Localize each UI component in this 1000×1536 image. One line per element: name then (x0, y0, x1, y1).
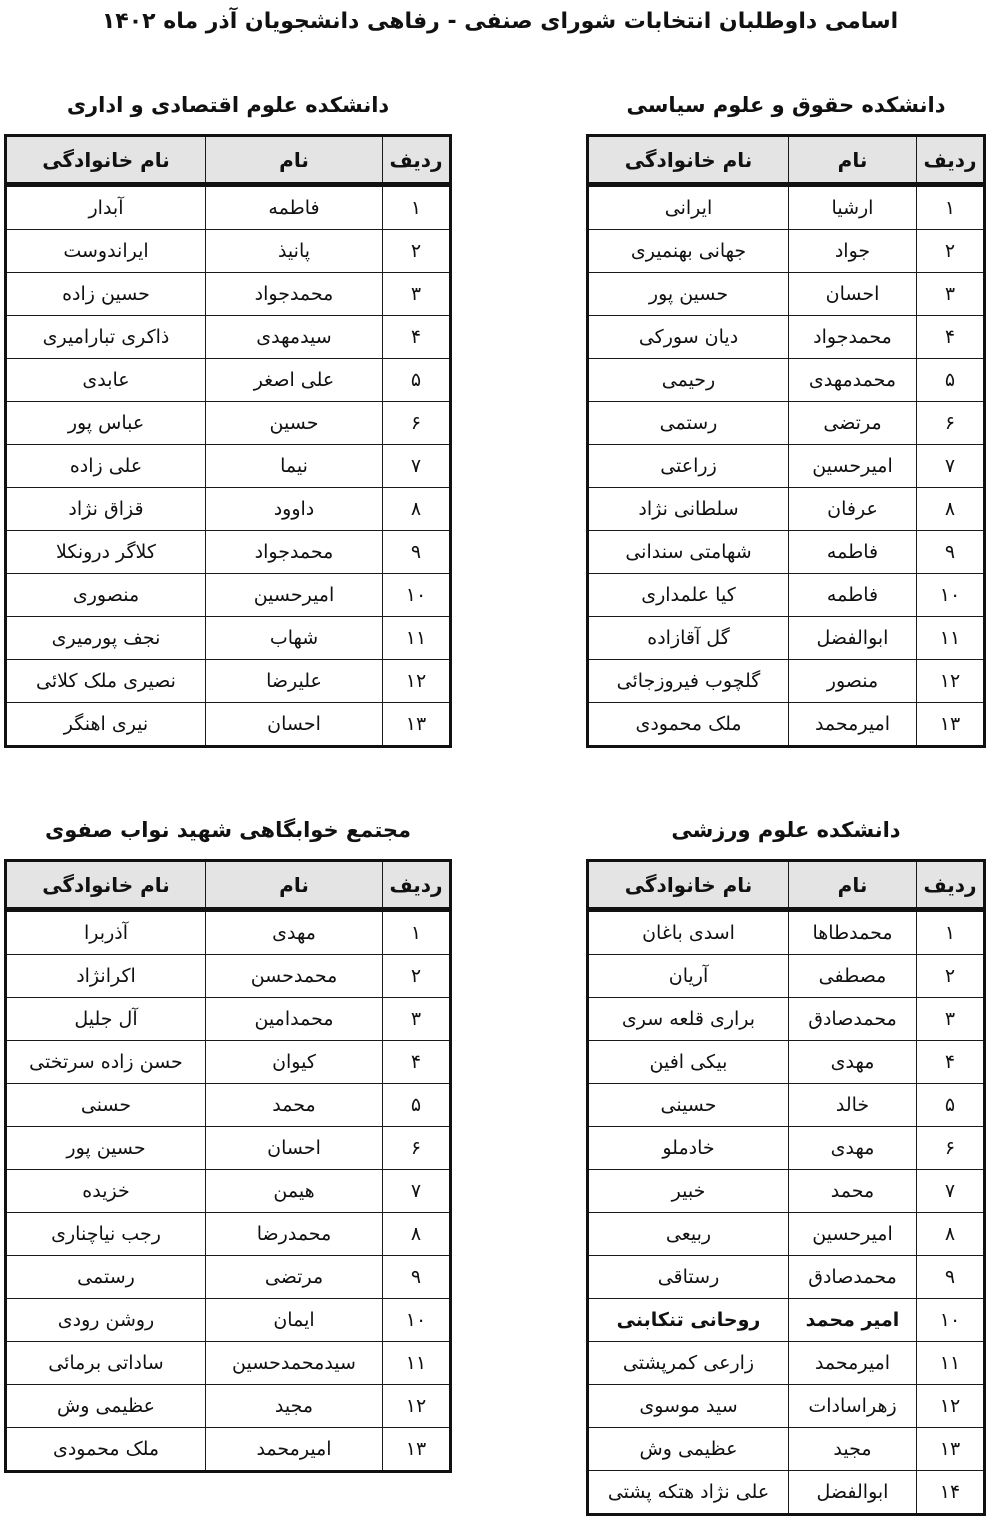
header-row-number: ردیف (917, 136, 985, 185)
cell-row-number: ۵ (383, 1084, 451, 1127)
cell-last-name: اکرانژاد (6, 955, 206, 998)
cell-row-number: ۵ (917, 359, 985, 402)
cell-first-name: پانیذ (206, 230, 383, 273)
cell-row-number: ۸ (917, 1213, 985, 1256)
cell-first-name: امیر محمد (789, 1299, 917, 1342)
cell-first-name: خالد (789, 1084, 917, 1127)
cell-first-name: کیوان (206, 1041, 383, 1084)
cell-row-number: ۱۳ (383, 1428, 451, 1472)
table-row (6, 445, 451, 488)
cell-first-name: امیرحسین (789, 1213, 917, 1256)
cell-first-name: امیرمحمد (206, 1428, 383, 1472)
cell-last-name: زارعی کمرپشتی (588, 1342, 789, 1385)
cell-first-name: حسین (206, 402, 383, 445)
table-row (6, 703, 451, 747)
cell-row-number: ۴ (917, 1041, 985, 1084)
cell-first-name: امیرحسین (789, 445, 917, 488)
cell-first-name: احسان (206, 703, 383, 747)
table-row (6, 1127, 451, 1170)
table-row (588, 574, 985, 617)
cell-first-name: علی اصغر (206, 359, 383, 402)
table-row (6, 1256, 451, 1299)
cell-last-name: حسینی (588, 1084, 789, 1127)
cell-last-name: آبدار (6, 185, 206, 230)
cell-row-number: ۴ (383, 316, 451, 359)
cell-row-number: ۲ (917, 955, 985, 998)
cell-row-number: ۱۲ (383, 1385, 451, 1428)
cell-row-number: ۱۰ (383, 574, 451, 617)
cell-row-number: ۳ (383, 998, 451, 1041)
cell-first-name: علیرضا (206, 660, 383, 703)
cell-last-name: حسین پور (588, 273, 789, 316)
header-first-name: نام (206, 861, 383, 910)
cell-first-name: فاطمه (789, 531, 917, 574)
cell-last-name: روحانی تنکابنی (588, 1299, 789, 1342)
cell-last-name: زراعتی (588, 445, 789, 488)
table-row (6, 617, 451, 660)
header-first-name: نام (206, 136, 383, 185)
cell-row-number: ۹ (917, 1256, 985, 1299)
section-title-economics: دانشکده علوم اقتصادی و اداری (66, 93, 390, 117)
cell-first-name: داوود (206, 488, 383, 531)
cell-first-name: احسان (789, 273, 917, 316)
header-last-name: نام خانوادگی (6, 136, 206, 185)
cell-last-name: سلطانی نژاد (588, 488, 789, 531)
cell-last-name: رستمی (6, 1256, 206, 1299)
header-last-name: نام خانوادگی (6, 861, 206, 910)
cell-last-name: آذربرا (6, 910, 206, 955)
table-row (6, 402, 451, 445)
cell-first-name: محمد (206, 1084, 383, 1127)
cell-first-name: مجید (206, 1385, 383, 1428)
cell-first-name: ارشیا (789, 185, 917, 230)
table-row (588, 359, 985, 402)
cell-row-number: ۱۱ (917, 1342, 985, 1385)
cell-last-name: حسنی (6, 1084, 206, 1127)
cell-last-name: بیکی افین (588, 1041, 789, 1084)
cell-last-name: حسن زاده سرتختی (6, 1041, 206, 1084)
table-row (588, 230, 985, 273)
cell-row-number: ۹ (917, 531, 985, 574)
page-title: اسامی داوطلبان انتخابات شورای صنفی - رفاهی دانشجویان آذر ماه ۱۴۰۲ (101, 9, 899, 34)
cell-row-number: ۱۲ (917, 660, 985, 703)
cell-last-name: خزیده (6, 1170, 206, 1213)
cell-last-name: ایرانی (588, 185, 789, 230)
table-row (588, 1256, 985, 1299)
cell-row-number: ۹ (383, 1256, 451, 1299)
table-row (588, 1213, 985, 1256)
cell-first-name: شهاب (206, 617, 383, 660)
cell-last-name: رجب نیاچناری (6, 1213, 206, 1256)
cell-first-name: منصور (789, 660, 917, 703)
cell-row-number: ۵ (917, 1084, 985, 1127)
cell-last-name: رستمی (588, 402, 789, 445)
cell-first-name: فاطمه (789, 574, 917, 617)
cell-first-name: نیما (206, 445, 383, 488)
cell-row-number: ۱۳ (917, 1428, 985, 1471)
cell-first-name: مرتضی (206, 1256, 383, 1299)
table-row (588, 1084, 985, 1127)
candidates-table-law (586, 134, 986, 748)
cell-first-name: مرتضی (789, 402, 917, 445)
header-row-number: ردیف (383, 136, 451, 185)
cell-row-number: ۱۳ (383, 703, 451, 747)
cell-row-number: ۱۰ (917, 574, 985, 617)
header-first-name: نام (789, 861, 917, 910)
cell-row-number: ۳ (917, 998, 985, 1041)
table-row (588, 316, 985, 359)
cell-last-name: ملک محمودی (6, 1428, 206, 1472)
cell-row-number: ۱۱ (383, 617, 451, 660)
cell-last-name: دیان سورکی (588, 316, 789, 359)
table-header-row (6, 136, 451, 185)
table-row (6, 273, 451, 316)
cell-first-name: زهراسادات (789, 1385, 917, 1428)
table-row (6, 910, 451, 955)
table-row (588, 1127, 985, 1170)
cell-row-number: ۳ (917, 273, 985, 316)
cell-first-name: امیرمحمد (789, 703, 917, 747)
cell-last-name: نصیری ملک کلائی (6, 660, 206, 703)
table-row (588, 910, 985, 955)
cell-last-name: آریان (588, 955, 789, 998)
cell-first-name: فاطمه (206, 185, 383, 230)
cell-last-name: علی نژاد هتکه پشتی (588, 1471, 789, 1515)
table-row (6, 316, 451, 359)
cell-last-name: عظیمی وش (6, 1385, 206, 1428)
table-row (6, 574, 451, 617)
cell-first-name: سیدمحمدحسین (206, 1342, 383, 1385)
cell-row-number: ۱۰ (383, 1299, 451, 1342)
table-row (6, 1299, 451, 1342)
cell-row-number: ۱ (383, 185, 451, 230)
header-row-number: ردیف (383, 861, 451, 910)
table-row (6, 1084, 451, 1127)
cell-row-number: ۱۳ (917, 703, 985, 747)
cell-last-name: گلچوب فیروزجائی (588, 660, 789, 703)
candidates-table-economics (4, 134, 452, 748)
cell-first-name: محمدحسن (206, 955, 383, 998)
cell-row-number: ۴ (383, 1041, 451, 1084)
cell-last-name: کیا علمداری (588, 574, 789, 617)
cell-last-name: عظیمی وش (588, 1428, 789, 1471)
cell-first-name: عرفان (789, 488, 917, 531)
cell-row-number: ۶ (383, 402, 451, 445)
table-row (588, 998, 985, 1041)
cell-row-number: ۷ (383, 445, 451, 488)
cell-first-name: مصطفی (789, 955, 917, 998)
table-row (6, 660, 451, 703)
table-row (6, 1428, 451, 1472)
cell-first-name: محمدصادق (789, 1256, 917, 1299)
section-title-law: دانشکده حقوق و علوم سیاسی (626, 93, 946, 117)
header-row-number: ردیف (917, 861, 985, 910)
cell-row-number: ۶ (917, 1127, 985, 1170)
table-row (588, 1471, 985, 1515)
cell-first-name: امیرحسین (206, 574, 383, 617)
cell-row-number: ۱۱ (383, 1342, 451, 1385)
table-header-row (6, 861, 451, 910)
cell-last-name: شهامتی سندانی (588, 531, 789, 574)
cell-last-name: اسدی باغان (588, 910, 789, 955)
section-title-sports: دانشکده علوم ورزشی (671, 818, 901, 842)
table-row (588, 1385, 985, 1428)
table-header-row (588, 136, 985, 185)
header-last-name: نام خانوادگی (588, 136, 789, 185)
cell-row-number: ۷ (917, 445, 985, 488)
cell-first-name: محمدجواد (206, 531, 383, 574)
cell-row-number: ۱ (383, 910, 451, 955)
cell-row-number: ۷ (383, 1170, 451, 1213)
cell-last-name: علی زاده (6, 445, 206, 488)
cell-last-name: آل جلیل (6, 998, 206, 1041)
cell-first-name: محمدصادق (789, 998, 917, 1041)
cell-first-name: محمدمهدی (789, 359, 917, 402)
cell-first-name: محمد (789, 1170, 917, 1213)
table-row (588, 703, 985, 747)
cell-first-name: مهدی (789, 1041, 917, 1084)
table-row (6, 1213, 451, 1256)
table-row (588, 531, 985, 574)
cell-row-number: ۸ (383, 488, 451, 531)
cell-first-name: ابوالفضل (789, 1471, 917, 1515)
cell-last-name: ایراندوست (6, 230, 206, 273)
cell-last-name: عابدی (6, 359, 206, 402)
cell-row-number: ۱ (917, 910, 985, 955)
table-row (588, 273, 985, 316)
table-row (588, 185, 985, 230)
candidates-table-dormitory (4, 859, 452, 1473)
cell-last-name: حسین زاده (6, 273, 206, 316)
cell-first-name: محمدامین (206, 998, 383, 1041)
cell-last-name: رستاقی (588, 1256, 789, 1299)
table-row (6, 1342, 451, 1385)
cell-last-name: روشن رودی (6, 1299, 206, 1342)
cell-first-name: امیرمحمد (789, 1342, 917, 1385)
cell-first-name: محمدرضا (206, 1213, 383, 1256)
table-header-row (588, 861, 985, 910)
table-row (588, 1299, 985, 1342)
cell-last-name: قزاق نژاد (6, 488, 206, 531)
cell-last-name: خبیر (588, 1170, 789, 1213)
section-title-dormitory: مجتمع خوابگاهی شهید نواب صفوی (44, 818, 412, 842)
cell-row-number: ۱۴ (917, 1471, 985, 1515)
cell-last-name: عباس پور (6, 402, 206, 445)
cell-row-number: ۲ (383, 955, 451, 998)
cell-row-number: ۱۲ (383, 660, 451, 703)
table-row (6, 230, 451, 273)
header-first-name: نام (789, 136, 917, 185)
cell-first-name: ابوالفضل (789, 617, 917, 660)
cell-last-name: ملک محمودی (588, 703, 789, 747)
cell-row-number: ۲ (383, 230, 451, 273)
table-row (588, 1041, 985, 1084)
table-row (588, 1342, 985, 1385)
table-row (6, 955, 451, 998)
table-row (6, 1170, 451, 1213)
cell-row-number: ۱۲ (917, 1385, 985, 1428)
cell-row-number: ۶ (383, 1127, 451, 1170)
candidates-table-sports (586, 859, 986, 1516)
table-row (588, 955, 985, 998)
cell-last-name: ذاکری تبارامیری (6, 316, 206, 359)
cell-row-number: ۱ (917, 185, 985, 230)
table-row (6, 185, 451, 230)
cell-last-name: ساداتی برمائی (6, 1342, 206, 1385)
cell-last-name: منصوری (6, 574, 206, 617)
cell-last-name: جهانی بهنمیری (588, 230, 789, 273)
table-row (588, 445, 985, 488)
cell-row-number: ۶ (917, 402, 985, 445)
cell-first-name: احسان (206, 1127, 383, 1170)
cell-first-name: محمدجواد (789, 316, 917, 359)
cell-last-name: نیری اهنگر (6, 703, 206, 747)
table-row (588, 1170, 985, 1213)
table-row (6, 359, 451, 402)
cell-last-name: کلاگر درونکلا (6, 531, 206, 574)
cell-first-name: هیمن (206, 1170, 383, 1213)
cell-row-number: ۲ (917, 230, 985, 273)
header-last-name: نام خانوادگی (588, 861, 789, 910)
cell-row-number: ۸ (383, 1213, 451, 1256)
cell-first-name: سیدمهدی (206, 316, 383, 359)
cell-row-number: ۴ (917, 316, 985, 359)
table-row (6, 998, 451, 1041)
cell-first-name: جواد (789, 230, 917, 273)
cell-last-name: براری قلعه سری (588, 998, 789, 1041)
cell-row-number: ۹ (383, 531, 451, 574)
cell-last-name: حسین پور (6, 1127, 206, 1170)
cell-last-name: ربیعی (588, 1213, 789, 1256)
table-row (588, 402, 985, 445)
cell-last-name: گل آقازاده (588, 617, 789, 660)
table-row (6, 488, 451, 531)
table-row (588, 488, 985, 531)
cell-first-name: محمدجواد (206, 273, 383, 316)
cell-row-number: ۵ (383, 359, 451, 402)
cell-row-number: ۸ (917, 488, 985, 531)
cell-row-number: ۷ (917, 1170, 985, 1213)
cell-last-name: سید موسوی (588, 1385, 789, 1428)
table-row (588, 617, 985, 660)
cell-first-name: مجید (789, 1428, 917, 1471)
cell-row-number: ۱۱ (917, 617, 985, 660)
cell-last-name: نجف پورمیری (6, 617, 206, 660)
cell-first-name: مهدی (206, 910, 383, 955)
cell-last-name: رحیمی (588, 359, 789, 402)
table-row (6, 531, 451, 574)
cell-first-name: محمدطاها (789, 910, 917, 955)
cell-row-number: ۳ (383, 273, 451, 316)
cell-last-name: خادملو (588, 1127, 789, 1170)
table-row (588, 1428, 985, 1471)
table-row (588, 660, 985, 703)
cell-first-name: مهدی (789, 1127, 917, 1170)
cell-first-name: ایمان (206, 1299, 383, 1342)
table-row (6, 1041, 451, 1084)
table-row (6, 1385, 451, 1428)
cell-row-number: ۱۰ (917, 1299, 985, 1342)
